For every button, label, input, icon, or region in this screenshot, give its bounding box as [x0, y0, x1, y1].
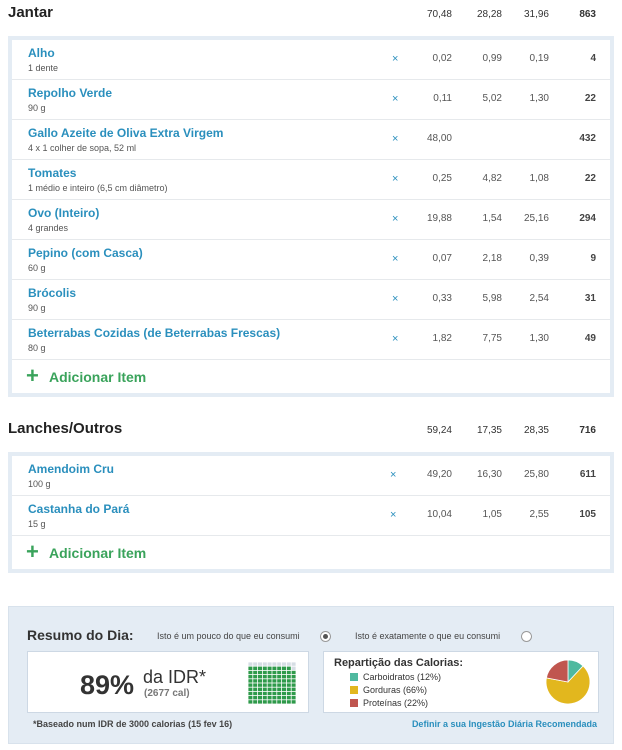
idr-grid-cell	[277, 696, 281, 699]
food-fat: 2,18	[482, 253, 502, 264]
delete-item-icon[interactable]: ×	[392, 53, 399, 65]
food-name-link[interactable]: Amendoim Cru	[28, 462, 115, 476]
idr-grid-cell	[263, 662, 267, 665]
idr-grid-cell	[272, 675, 276, 678]
idr-grid-cell	[277, 692, 281, 695]
idr-grid-cell	[282, 679, 286, 682]
food-protein: 1,30	[529, 333, 549, 344]
idr-grid-cell	[287, 671, 291, 674]
food-portion: 90 g	[28, 303, 46, 313]
idr-grid-cell	[258, 683, 262, 686]
food-row	[12, 80, 610, 120]
food-carbs: 1,82	[432, 333, 452, 344]
delete-item-icon[interactable]: ×	[392, 333, 399, 345]
legend-swatch-icon	[350, 673, 358, 681]
idr-grid-cell	[263, 675, 267, 678]
calorie-breakdown-box	[323, 651, 599, 713]
idr-grid-cell	[248, 696, 252, 699]
meal-card-lanches	[8, 452, 614, 573]
meal-title: Jantar	[8, 4, 54, 21]
idr-grid-cell	[272, 692, 276, 695]
idr-grid-cell	[277, 700, 281, 703]
food-row	[12, 240, 610, 280]
idr-grid-cell	[258, 688, 262, 691]
idr-grid-cell	[282, 696, 286, 699]
idr-grid-cell	[272, 696, 276, 699]
idr-grid-cell	[277, 688, 281, 691]
idr-calories: (2677 cal)	[144, 688, 190, 699]
idr-grid-cell	[248, 671, 252, 674]
food-protein: 0,39	[529, 253, 549, 264]
delete-item-icon[interactable]: ×	[392, 293, 399, 305]
idr-grid-cell	[253, 662, 257, 665]
food-protein: 25,16	[523, 213, 549, 224]
idr-grid-cell	[263, 692, 267, 695]
idr-grid-cell	[263, 671, 267, 674]
idr-grid-cell	[263, 696, 267, 699]
food-portion: 1 dente	[28, 63, 59, 73]
food-calories: 49	[584, 333, 596, 344]
food-protein: 0,19	[529, 53, 549, 64]
idr-grid-cell	[253, 683, 257, 686]
meal-title: Lanches/Outros	[8, 420, 123, 437]
delete-item-icon[interactable]: ×	[392, 133, 399, 145]
food-name-link[interactable]: Alho	[28, 46, 55, 60]
food-fat: 5,02	[482, 93, 502, 104]
idr-grid-cell	[258, 700, 262, 703]
idr-grid-cell	[248, 662, 252, 665]
idr-grid-cell	[248, 692, 252, 695]
food-name-link[interactable]: Repolho Verde	[28, 86, 113, 100]
idr-grid-cell	[282, 662, 286, 665]
food-row	[12, 120, 610, 160]
idr-grid-cell	[258, 696, 262, 699]
idr-grid-cell	[292, 696, 296, 699]
idr-grid-cell	[253, 700, 257, 703]
food-row	[12, 40, 610, 80]
food-calories: 105	[579, 509, 596, 520]
legend-swatch-icon	[350, 686, 358, 694]
food-carbs: 48,00	[426, 133, 452, 144]
daily-summary	[8, 606, 614, 744]
set-idr-link[interactable]: Definir a sua Ingestão Diária Recomendada	[411, 719, 597, 729]
idr-grid-cell	[258, 662, 262, 665]
food-calories: 432	[579, 133, 596, 144]
meal-card-jantar	[8, 36, 614, 397]
idr-grid-cell	[248, 683, 252, 686]
delete-item-icon[interactable]: ×	[392, 213, 399, 225]
food-calories: 22	[584, 93, 596, 104]
food-protein: 2,55	[529, 509, 549, 520]
food-protein: 2,54	[529, 293, 549, 304]
idr-grid-cell	[268, 696, 272, 699]
idr-grid-cell	[268, 671, 272, 674]
idr-grid-cell	[272, 679, 276, 682]
idr-grid-cell	[287, 688, 291, 691]
idr-grid-cell	[277, 679, 281, 682]
food-portion: 60 g	[28, 263, 46, 273]
idr-grid-cell	[272, 662, 276, 665]
idr-grid-cell	[268, 700, 272, 703]
food-calories: 4	[590, 53, 596, 64]
food-protein: 25,80	[523, 469, 549, 480]
idr-grid-cell	[282, 675, 286, 678]
idr-grid-cell	[287, 667, 291, 670]
food-row	[12, 160, 610, 200]
food-protein: 1,08	[529, 173, 549, 184]
summary-title: Resumo do Dia:	[27, 627, 134, 643]
food-name-link[interactable]: Beterrabas Cozidas (de Beterrabas Frescas)	[28, 326, 281, 340]
food-carbs: 49,20	[426, 469, 452, 480]
food-name-link[interactable]: Castanha do Pará	[28, 502, 130, 516]
idr-grid-cell	[263, 700, 267, 703]
idr-percent: 89%	[80, 670, 135, 700]
food-fat: 0,99	[482, 53, 502, 64]
option-partial-label: Isto é um pouco do que eu consumi	[157, 631, 300, 641]
food-fat: 1,54	[482, 213, 502, 224]
food-name-link[interactable]: Gallo Azeite de Oliva Extra Virgem	[28, 126, 224, 140]
food-row	[12, 496, 610, 536]
pie-slice	[546, 660, 568, 682]
idr-grid-cell	[268, 675, 272, 678]
food-carbs: 0,07	[432, 253, 452, 264]
food-carbs: 0,02	[432, 53, 452, 64]
idr-grid-cell	[253, 679, 257, 682]
idr-grid-cell	[258, 679, 262, 682]
delete-item-icon[interactable]: ×	[390, 469, 397, 481]
food-fat: 5,98	[482, 293, 502, 304]
idr-grid-cell	[287, 683, 291, 686]
total-carbs: 59,24	[426, 425, 452, 436]
option-partial-radio[interactable]	[320, 631, 331, 642]
total-fat: 17,35	[476, 425, 502, 436]
food-row	[12, 320, 610, 360]
legend-item-fat: Gorduras (66%)	[350, 685, 427, 695]
legend-swatch-icon	[350, 699, 358, 707]
total-calories: 716	[579, 425, 596, 436]
delete-item-icon[interactable]: ×	[392, 253, 399, 265]
idr-grid-cell	[258, 671, 262, 674]
total-fat: 28,28	[476, 9, 502, 20]
food-fat: 1,05	[482, 509, 502, 520]
add-item-button[interactable]	[12, 360, 610, 393]
food-name-link[interactable]: Tomates	[28, 166, 77, 180]
food-portion: 100 g	[28, 479, 51, 489]
idr-grid-cell	[258, 692, 262, 695]
idr-grid-cell	[282, 688, 286, 691]
idr-grid-cell	[263, 688, 267, 691]
idr-grid-cell	[287, 675, 291, 678]
idr-grid-cell	[287, 692, 291, 695]
add-item-button[interactable]	[12, 536, 610, 569]
idr-grid-cell	[253, 688, 257, 691]
idr-grid-cell	[248, 688, 252, 691]
total-calories: 863	[579, 9, 596, 20]
idr-grid-cell	[268, 679, 272, 682]
idr-label: da IDR*	[143, 667, 207, 687]
food-name-link[interactable]: Brócolis	[28, 286, 77, 300]
idr-grid-cell	[268, 662, 272, 665]
idr-grid-cell	[292, 688, 296, 691]
idr-grid-cell	[292, 692, 296, 695]
idr-grid-cell	[263, 679, 267, 682]
idr-grid-cell	[292, 683, 296, 686]
idr-grid-cell	[287, 696, 291, 699]
food-row	[12, 456, 610, 496]
idr-grid-cell	[287, 679, 291, 682]
idr-grid-cell	[282, 692, 286, 695]
food-name-link[interactable]: Ovo (Inteiro)	[28, 206, 100, 220]
idr-grid-cell	[248, 667, 252, 670]
food-portion: 1 médio e inteiro (6,5 cm diâmetro)	[28, 183, 168, 193]
idr-grid-cell	[277, 675, 281, 678]
add-item-label: Adicionar Item	[49, 369, 147, 385]
delete-item-icon[interactable]: ×	[390, 509, 397, 521]
idr-box	[27, 651, 309, 713]
idr-grid-cell	[248, 679, 252, 682]
idr-grid-cell	[248, 675, 252, 678]
idr-grid-cell	[277, 683, 281, 686]
breakdown-title: Repartição das Calorias:	[334, 657, 463, 669]
idr-footnote: *Baseado num IDR de 3000 calorias (15 fev 16)	[33, 719, 233, 729]
idr-grid-cell	[277, 671, 281, 674]
idr-grid-cell	[282, 667, 286, 670]
food-calories: 22	[584, 173, 596, 184]
idr-grid-cell	[268, 683, 272, 686]
add-item-label: Adicionar Item	[49, 545, 147, 561]
meal-header-lanches	[0, 416, 622, 446]
food-portion: 15 g	[28, 519, 46, 529]
food-calories: 9	[590, 253, 596, 264]
food-row	[12, 280, 610, 320]
food-portion: 80 g	[28, 343, 46, 353]
food-carbs: 19,88	[426, 213, 452, 224]
food-portion: 90 g	[28, 103, 46, 113]
food-carbs: 0,33	[432, 293, 452, 304]
idr-grid-cell	[253, 696, 257, 699]
idr-grid-cell	[292, 671, 296, 674]
food-calories: 294	[579, 213, 596, 224]
idr-grid-cell	[272, 700, 276, 703]
food-carbs: 0,25	[432, 173, 452, 184]
idr-grid-cell	[277, 662, 281, 665]
legend-item-carbs: Carboidratos (12%)	[350, 672, 441, 682]
idr-grid-cell	[282, 671, 286, 674]
plus-icon: +	[26, 363, 39, 388]
calorie-pie-chart-icon	[544, 658, 592, 706]
food-row	[12, 200, 610, 240]
idr-grid-cell	[263, 667, 267, 670]
idr-grid-cell	[282, 683, 286, 686]
legend-item-protein: Proteínas (22%)	[350, 698, 428, 708]
idr-grid-cell	[253, 675, 257, 678]
idr-grid-cell	[272, 683, 276, 686]
idr-grid-cell	[287, 662, 291, 665]
idr-grid-cell	[292, 675, 296, 678]
idr-grid-cell	[292, 662, 296, 665]
idr-grid-cell	[292, 700, 296, 703]
idr-grid-cell	[292, 679, 296, 682]
plus-icon: +	[26, 539, 39, 564]
food-calories: 611	[579, 469, 596, 480]
food-fat: 16,30	[476, 469, 502, 480]
food-fat: 7,75	[482, 333, 502, 344]
idr-grid-cell	[272, 671, 276, 674]
idr-grid-cell	[272, 688, 276, 691]
idr-grid-cell	[292, 667, 296, 670]
delete-item-icon[interactable]: ×	[392, 173, 399, 185]
idr-grid-cell	[253, 671, 257, 674]
idr-grid-cell	[268, 667, 272, 670]
delete-item-icon[interactable]: ×	[392, 93, 399, 105]
idr-grid-cell	[253, 692, 257, 695]
total-protein: 31,96	[523, 9, 549, 20]
idr-grid-cell	[287, 700, 291, 703]
idr-grid-cell	[277, 667, 281, 670]
idr-grid-cell	[263, 683, 267, 686]
food-portion: 4 grandes	[28, 223, 69, 233]
food-calories: 31	[584, 293, 596, 304]
option-exact-radio[interactable]	[521, 631, 532, 642]
idr-grid-cell	[253, 667, 257, 670]
total-protein: 28,35	[523, 425, 549, 436]
food-fat: 4,82	[482, 173, 502, 184]
idr-grid-cell	[268, 692, 272, 695]
food-protein: 1,30	[529, 93, 549, 104]
option-exact-label: Isto é exatamente o que eu consumi	[355, 631, 501, 641]
idr-grid-cell	[258, 675, 262, 678]
idr-grid-cell	[248, 700, 252, 703]
idr-grid-cell	[258, 667, 262, 670]
food-carbs: 0,11	[433, 93, 452, 104]
food-carbs: 10,04	[426, 509, 452, 520]
food-portion: 4 x 1 colher de sopa, 52 ml	[28, 143, 137, 153]
food-name-link[interactable]: Pepino (com Casca)	[28, 246, 143, 260]
total-carbs: 70,48	[426, 9, 452, 20]
idr-grid-cell	[272, 667, 276, 670]
idr-grid-cell	[268, 688, 272, 691]
idr-progress-grid-icon	[248, 662, 296, 704]
meal-header-jantar	[0, 0, 622, 30]
idr-grid-cell	[282, 700, 286, 703]
